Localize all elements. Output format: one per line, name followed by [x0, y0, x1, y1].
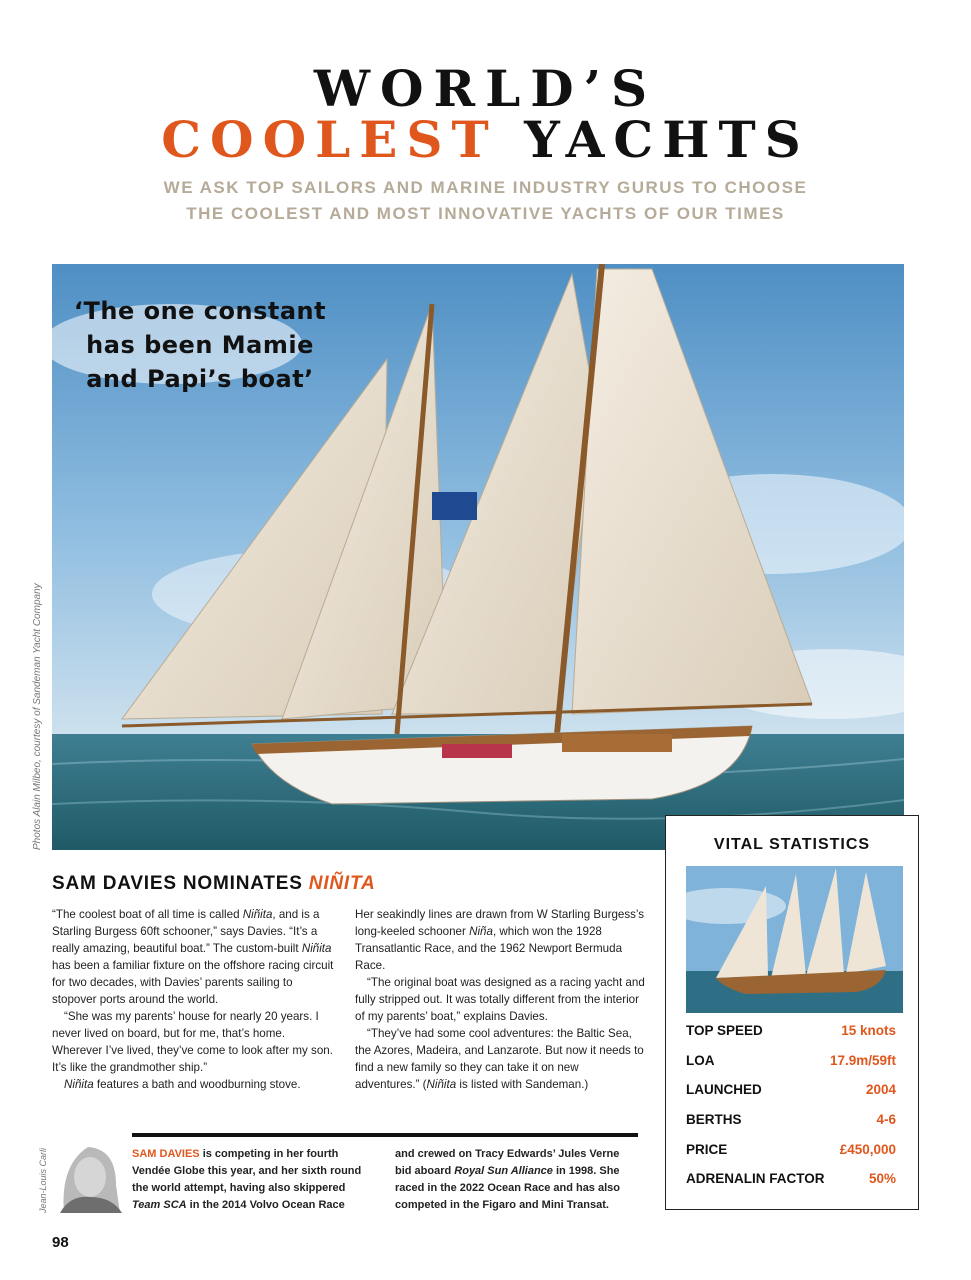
stat-row-berths [686, 1105, 896, 1135]
stat-label: PRICE [686, 1141, 728, 1157]
stat-row-adrenalin-factor [686, 1164, 896, 1194]
stat-label: TOP SPEED [686, 1023, 763, 1039]
stats-yacht-photo [686, 866, 903, 1013]
page-number: 98 [52, 1234, 69, 1251]
stat-row-price [686, 1134, 896, 1164]
pull-quote-line-1: ‘The one constant [73, 297, 327, 325]
stat-row-launched [686, 1075, 896, 1105]
title-line-2 [0, 112, 971, 168]
stat-row-top-speed [686, 1016, 896, 1046]
stats-title: VITAL STATISTICS [713, 836, 871, 853]
stat-label: LAUNCHED [686, 1082, 762, 1098]
article-headline [52, 873, 376, 895]
pull-quote-line-3: and Papi’s boat’ [86, 365, 314, 393]
stat-label: BERTHS [686, 1112, 742, 1128]
avatar [50, 1135, 128, 1213]
stat-label: ADRENALIN FACTOR [686, 1171, 825, 1187]
title-accent-word: COOLEST [161, 110, 498, 169]
paragraph: “She was my parents’ house for nearly 20 years. I never lived on board, but for me, that’s home. Wherever I’ve lived, they’ve come to look after my son. It’s like the grandmother ship.” [52, 1010, 333, 1074]
photo-credit: Photos Alain Milbeo, courtesy of Sandeman Yacht Company [32, 583, 43, 850]
stats-list [686, 1016, 896, 1194]
bio-divider [132, 1133, 638, 1137]
stat-value: 15 knots [841, 1023, 896, 1039]
stat-value: 17.9m/59ft [829, 1052, 896, 1068]
stat-value: 4-6 [876, 1112, 896, 1128]
paragraph: Niñita features a bath and woodburning stove. [64, 1078, 301, 1091]
portrait-credit: Jean-Louis Carli [38, 1147, 48, 1213]
article-column-2 [355, 906, 645, 1093]
paragraph: “The original boat was designed as a racing yacht and fully stripped out. It was totally different from the interior of my parents’ boat,” explains Davies. [355, 976, 645, 1023]
headline-boat-name: NIÑITA [308, 873, 376, 894]
bio-column-2: and crewed on Tracy Edwards’ Jules Verne bid aboard Royal Sun Alliance in 1998. She raced in the 2022 Ocean Race and has also competed in the Figaro and Mini Transat. [395, 1148, 620, 1211]
pull-quote-line-2: has been Mamie [86, 331, 314, 359]
article-column-1 [52, 906, 338, 1093]
vital-statistics-box [665, 815, 919, 1210]
stat-value: 2004 [865, 1082, 896, 1098]
paragraph: Her seakindly lines are drawn from W Starling Burgess’s long-keeled schooner Niña, which won the 1928 Transatlantic Race, and the 1962 Newport Bermuda Race. [355, 908, 645, 972]
title-line-1: WORLD’S [313, 59, 658, 118]
paragraph: “The coolest boat of all time is called Niñita, and is a Starling Burgess 60ft schooner,” says Davies. “It’s a really amazing, beautiful boat.” The custom-built Niñita has been a familiar fixture on the offshore racing circuit for two decades, with Davies’ parents sailing to stopover ports around the world. [52, 908, 334, 1006]
subtitle-line-1: WE ASK TOP SAILORS AND MARINE INDUSTRY GURUS TO CHOOSE [163, 178, 808, 197]
bio-column-1: SAM DAVIES is competing in her fourth Vendée Globe this year, and her sixth round the world attempt, having also skippered Team SCA in the 2014 Volvo Ocean Race [132, 1148, 362, 1211]
subtitle-line-2: THE COOLEST AND MOST INNOVATIVE YACHTS OF OUR TIMES [186, 204, 785, 223]
paragraph: “They’ve had some cool adventures: the Baltic Sea, the Azores, Madeira, and Lanzarote. But now it needs to find a new family so they can take it on new adventures.” (Niñita is listed with Sandeman.) [355, 1027, 644, 1091]
stat-row-loa [686, 1046, 896, 1076]
stat-value: 50% [868, 1171, 896, 1187]
stat-label: LOA [686, 1052, 715, 1068]
title-rest-word: YACHTS [524, 110, 810, 169]
headline-prefix: SAM DAVIES NOMINATES [52, 873, 303, 894]
pull-quote [60, 294, 340, 396]
stat-value: £450,000 [839, 1141, 896, 1157]
bio-name: SAM DAVIES [132, 1148, 200, 1160]
